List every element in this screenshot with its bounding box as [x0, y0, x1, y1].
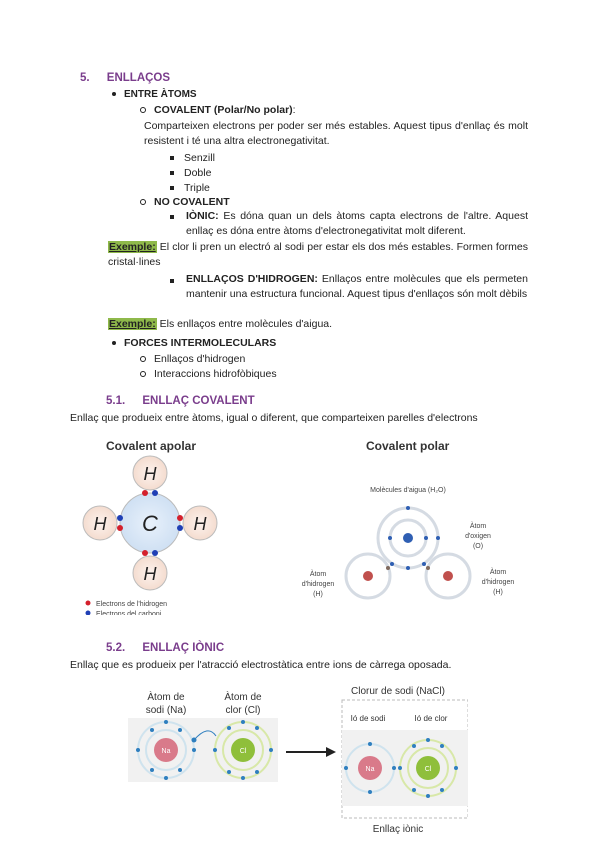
square-bullet-icon	[170, 171, 174, 175]
methane-diagram	[78, 455, 228, 615]
bullet-no-covalent: NO COVALENT	[140, 196, 230, 208]
subsection-title: ENLLAÇ COVALENT	[142, 395, 255, 407]
figure-title-apolar: Covalent apolar	[106, 439, 197, 453]
atom-label: C	[142, 511, 158, 536]
electron-carbon	[152, 550, 158, 556]
ring-bullet-icon	[140, 107, 146, 113]
ionic-bond-diagram	[128, 684, 468, 839]
svg-text:Cl: Cl	[239, 748, 247, 755]
svg-text:Enllaç iònic: Enllaç iònic	[372, 824, 424, 835]
square-bullet-icon	[170, 156, 174, 160]
ring-bullet-icon	[140, 371, 146, 377]
svg-text:(H): (H)	[493, 589, 503, 596]
svg-text:d'oxigen: d'oxigen	[465, 533, 491, 540]
bullet-icon	[112, 92, 116, 96]
svg-text:Ió de clor: Ió de clor	[414, 714, 448, 723]
water-molecule-diagram	[290, 478, 530, 606]
bullet-covalent: COVALENT (Polar/No polar):	[140, 104, 296, 116]
arrow-head-icon	[326, 747, 336, 757]
electron-hydrogen	[177, 515, 183, 521]
list-item: Senzill	[170, 151, 215, 166]
hbond-description: ENLLAÇOS D'HIDROGEN: Enllaços entre molècules que els permeten mantenir una estructura funcional. Aquest tipus d'enllaços són molt dèbils	[186, 273, 528, 300]
figure-title-polar: Covalent polar	[366, 439, 450, 453]
svg-text:clor (Cl): clor (Cl)	[225, 705, 261, 716]
svg-text:Cl: Cl	[424, 766, 432, 773]
atom-label: H	[143, 564, 157, 584]
square-bullet-icon	[170, 211, 184, 223]
atom-label: H	[193, 514, 207, 534]
svg-text:Na: Na	[365, 766, 375, 773]
subsection-number: 5.1.	[106, 395, 126, 407]
svg-text:Ió de sodi: Ió de sodi	[350, 714, 386, 723]
subsection-number: 5.2.	[106, 642, 126, 654]
molecule-label: Molècules d'aigua (H₂O)	[370, 487, 446, 494]
electron-carbon	[177, 525, 183, 531]
ring-bullet-icon	[140, 356, 146, 362]
bullet-icon	[112, 341, 116, 345]
list-item: Interaccions hidrofòbiques	[140, 367, 277, 382]
electron-hydrogen	[142, 490, 148, 496]
electron-hydrogen	[142, 550, 148, 556]
svg-text:Àtom: Àtom	[309, 571, 327, 578]
svg-text:d'hidrogen: d'hidrogen	[301, 581, 335, 588]
legend-red-dot	[86, 601, 91, 606]
covalent-bond-description: Enllaç que produeix entre àtoms, igual o diferent, que comparteixen parelles d'electrons	[70, 412, 478, 424]
svg-text:Na: Na	[161, 748, 171, 755]
subsection-heading	[106, 395, 255, 407]
hydrogen-nucleus	[363, 571, 373, 581]
electron-carbon	[152, 490, 158, 496]
svg-text:(O): (O)	[472, 543, 484, 550]
svg-text:(H): (H)	[313, 591, 323, 598]
covalent-types-list	[170, 151, 215, 196]
example-label: Exemple:	[109, 318, 156, 330]
bullet-forces: FORCES INTERMOLECULARS	[112, 337, 276, 349]
svg-text:Àtom: Àtom	[489, 569, 507, 576]
example-2: Exemple: Els enllaços entre molècules d'aigua.	[109, 318, 333, 330]
subsection-title: ENLLAÇ IÒNIC	[142, 642, 225, 654]
list-item: Doble	[170, 166, 215, 181]
legend-blue-dot	[86, 611, 91, 616]
bullet-entre-atoms: ENTRE ÀTOMS	[112, 89, 197, 100]
section-heading	[80, 72, 170, 84]
square-bullet-icon	[170, 186, 174, 190]
forces-list	[140, 352, 277, 382]
subsection-heading	[106, 642, 224, 654]
ring-bullet-icon	[140, 199, 146, 205]
hydrogen-nucleus	[443, 571, 453, 581]
example-label: Exemple:	[109, 241, 156, 253]
legend-red-label: Electrons de l'hidrogen	[96, 601, 167, 608]
atom-label: H	[143, 464, 157, 484]
section-title: ENLLAÇOS	[106, 72, 171, 84]
example-1: Exemple: El clor li pren un electró al sodi per estar els dos més estables. Formen formes cristal·lines	[108, 241, 528, 268]
section-number: 5.	[80, 72, 90, 84]
electron-carbon	[117, 515, 123, 521]
legend-blue-label: Electrons del carboni	[96, 611, 162, 615]
atom-label: H	[93, 514, 107, 534]
electron-hydrogen	[117, 525, 123, 531]
list-item: Enllaços d'hidrogen	[140, 352, 277, 367]
square-bullet-icon	[170, 275, 184, 287]
oxygen-nucleus	[403, 533, 413, 543]
list-item: Triple	[170, 181, 215, 196]
svg-text:Àtom de: Àtom de	[224, 692, 262, 703]
svg-text:Àtom: Àtom	[469, 523, 487, 530]
svg-text:Clorur de sodi (NaCl): Clorur de sodi (NaCl)	[351, 686, 445, 697]
svg-text:sodi (Na): sodi (Na)	[145, 705, 187, 716]
covalent-description: Comparteixen electrons per poder ser més estables. Aquest tipus d'enllaç és molt resistent i té una altra electronegativitat.	[144, 120, 528, 147]
ionic-description: IÒNIC: Es dóna quan un dels àtoms capta electrons de l'altre. Aquest enllaç es dóna entre àtoms d'electronegativitat molt diferent.	[186, 210, 528, 237]
svg-text:Àtom de: Àtom de	[147, 692, 185, 703]
ionic-bond-description: Enllaç que es produeix per l'atracció electrostàtica entre ions de càrrega oposada.	[70, 659, 452, 671]
svg-text:d'hidrogen: d'hidrogen	[481, 579, 515, 586]
